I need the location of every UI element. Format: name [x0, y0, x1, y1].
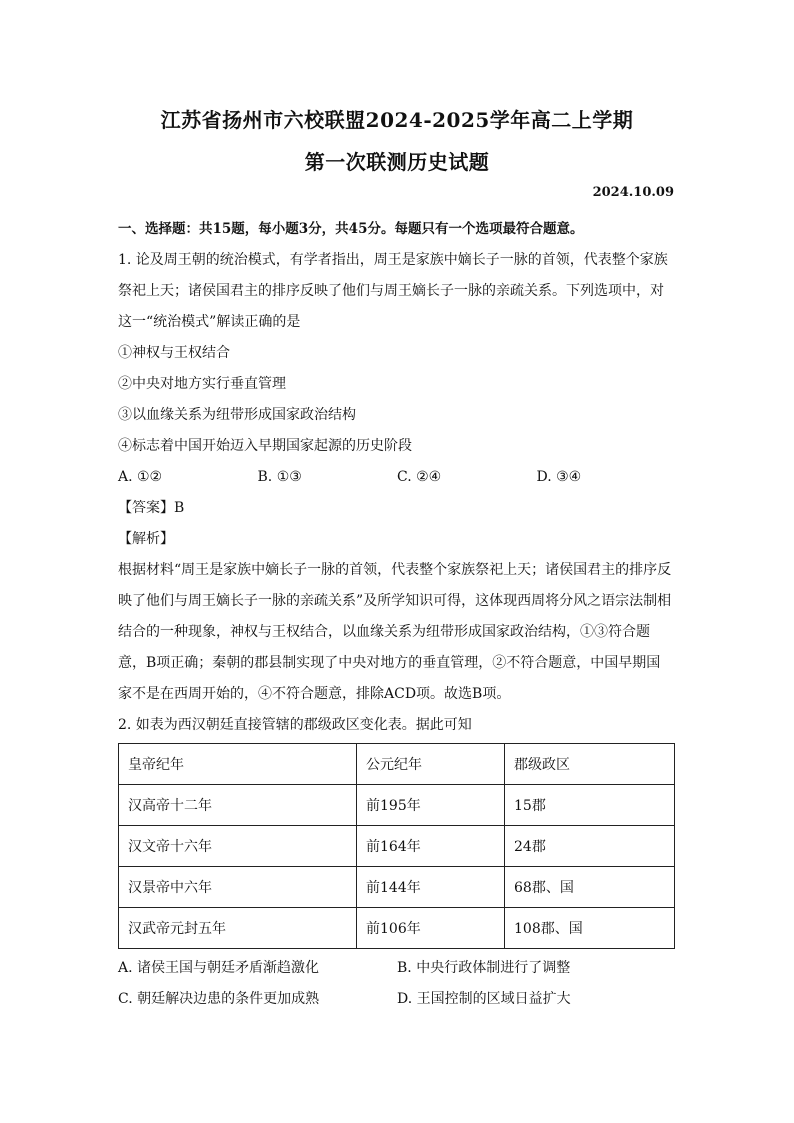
exam-date: 2024.10.09: [592, 185, 674, 200]
q1-answer: 【答案】B: [118, 500, 185, 516]
q2-options-row-1: [118, 953, 676, 984]
table-header-cell: 皇帝纪年: [119, 744, 357, 785]
q2-options-row-2: [118, 984, 676, 1015]
table-cell: 汉文帝十六年: [119, 826, 357, 867]
q1-item: ④标志着中国开始迈入早期国家起源的历史阶段: [118, 438, 412, 454]
q1-analysis-line: 家不是在西周开始的，④不符合题意，排除ACD项。故选B项。: [118, 686, 511, 702]
q1-analysis-label: 【解析】: [118, 531, 174, 547]
q1-analysis-line: 意，B项正确；秦朝的郡县制实现了中央对地方的垂直管理，②不符合题意，中国早期国: [118, 655, 661, 671]
table-cell: 前106年: [357, 908, 505, 949]
table-cell: 汉武帝元封五年: [119, 908, 357, 949]
q2-stem: 2. 如表为西汉朝廷直接管辖的郡级政区变化表。据此可知: [118, 717, 472, 733]
q1-analysis-line: 映了他们与周王嫡长子一脉的亲疏关系”及所学知识可得，这体现西周将分风之语宗法制相: [118, 593, 672, 609]
table-header-cell: 公元纪年: [357, 744, 505, 785]
table-cell: 68郡、国: [505, 867, 675, 908]
q1-item: ①神权与王权结合: [118, 345, 230, 361]
q2-option-b: B. 中央行政体制进行了调整: [397, 960, 571, 976]
q1-option-a: A. ①②: [118, 469, 163, 485]
q2-option-a: A. 诸侯王国与朝廷矛盾渐趋激化: [118, 960, 320, 976]
table-cell: 24郡: [505, 826, 675, 867]
q1-item: ③以血缘关系为纽带形成国家政治结构: [118, 407, 356, 423]
q1-analysis-line: 根据材料“周王是家族中嫡长子一脉的首领，代表整个家族祭祀上天；诸侯国君主的排序反: [118, 562, 672, 578]
q2-option-c: C. 朝廷解决边患的条件更加成熟: [118, 991, 320, 1007]
table-row: [119, 785, 675, 826]
q1-options: [118, 462, 676, 493]
exam-title-line-1: 江苏省扬州市六校联盟2024-2025学年高二上学期: [160, 108, 634, 132]
table-cell: 前144年: [357, 867, 505, 908]
table-cell: 汉景帝中六年: [119, 867, 357, 908]
table-header-row: [119, 744, 675, 785]
q1-item: ②中央对地方实行垂直管理: [118, 376, 286, 392]
table-row: [119, 867, 675, 908]
table-cell: 108郡、国: [505, 908, 675, 949]
q2-table: [118, 743, 675, 949]
table-row: [119, 826, 675, 867]
table-cell: 汉高帝十二年: [119, 785, 357, 826]
table-cell: 前195年: [357, 785, 505, 826]
q1-analysis-line: 结合的一种现象，神权与王权结合，以血缘关系为纽带形成国家政治结构，①③符合题: [118, 624, 650, 640]
q2-option-d: D. 王国控制的区域日益扩大: [397, 991, 571, 1007]
exam-content: [118, 214, 676, 1015]
table-row: [119, 908, 675, 949]
exam-title-line-2: 第一次联测历史试题: [304, 150, 490, 174]
question-1: [118, 245, 676, 710]
table-header-cell: 郡级政区: [505, 744, 675, 785]
q1-stem-line: 1. 论及周王朝的统治模式，有学者指出，周王是家族中嫡长子一脉的首领，代表整个家族: [118, 252, 668, 268]
q1-stem-line: 祭祀上天；诸侯国君主的排序反映了他们与周王嫡长子一脉的亲疏关系。下列选项中，对: [118, 283, 664, 299]
q1-option-d: D. ③④: [536, 469, 582, 485]
q1-option-b: B. ①③: [257, 469, 302, 485]
question-2: [118, 710, 676, 1015]
section-heading: 一、选择题：共15题，每小题3分，共45分。每题只有一个选项最符合题意。: [118, 221, 584, 237]
table-cell: 前164年: [357, 826, 505, 867]
table-cell: 15郡: [505, 785, 675, 826]
q1-stem-line: 这一“统治模式”解读正确的是: [118, 314, 301, 330]
q1-option-c: C. ②④: [397, 469, 442, 485]
